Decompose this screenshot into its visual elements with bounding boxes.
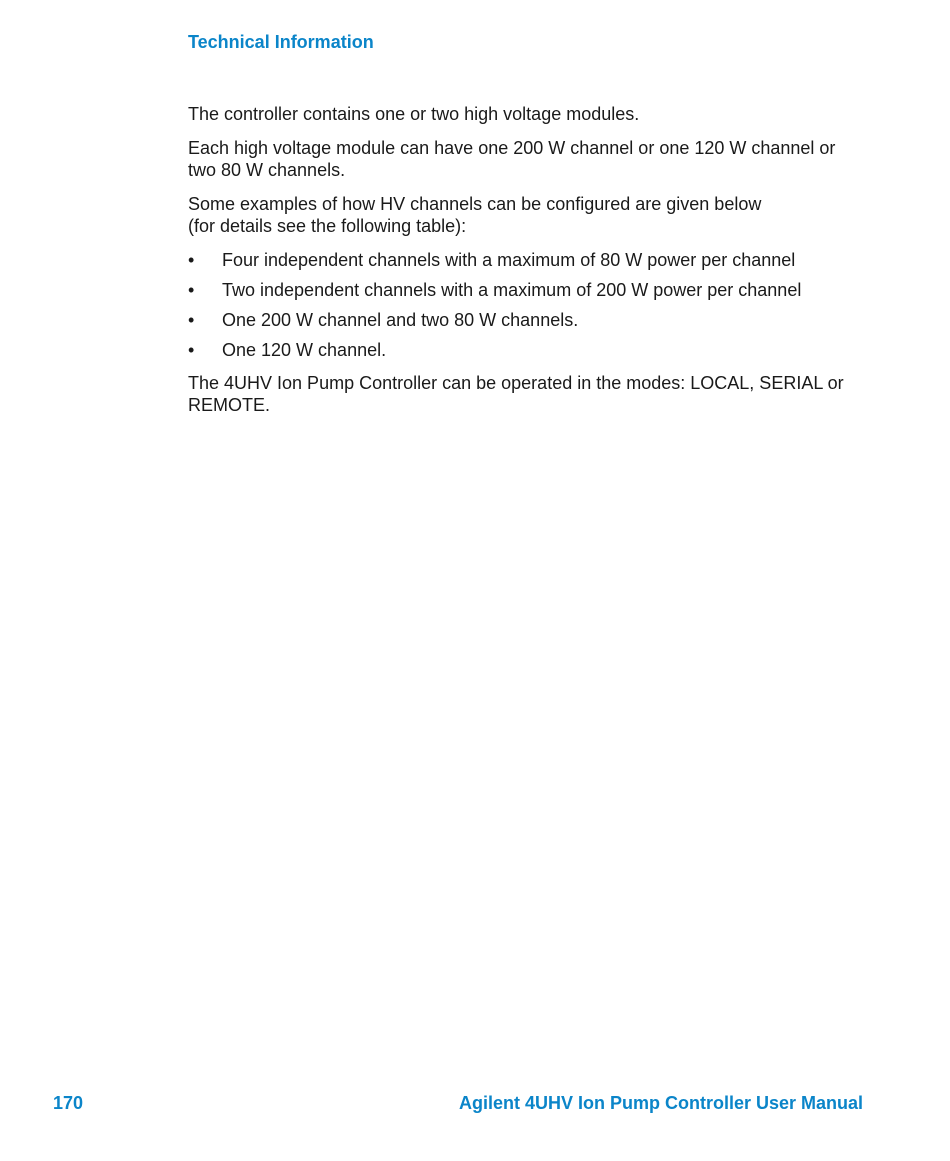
- paragraph-module-channels-line2: two 80 W channels.: [188, 160, 346, 180]
- bullet-icon: •: [188, 250, 195, 270]
- paragraph-modes-line1: The 4UHV Ion Pump Controller can be operated in the modes: LOCAL, SERIAL or: [188, 373, 844, 393]
- list-item: [188, 339, 868, 361]
- list-item: [188, 309, 868, 331]
- bullet-icon: •: [188, 310, 195, 330]
- paragraph-module-channels-line1: Each high voltage module can have one 200 W channel or one 120 W channel or: [188, 138, 836, 158]
- list-item: [188, 279, 868, 301]
- page-content: [188, 103, 868, 428]
- bullet-icon: •: [188, 280, 195, 300]
- paragraph-intro: The controller contains one or two high voltage modules.: [188, 104, 640, 124]
- paragraph-examples: [188, 193, 868, 237]
- list-item-text: One 200 W channel and two 80 W channels.: [222, 310, 579, 330]
- manual-title: Agilent 4UHV Ion Pump Controller User Manual: [458, 1093, 863, 1113]
- paragraph-examples-line2: (for details see the following table):: [188, 216, 467, 236]
- paragraph-examples-line1: Some examples of how HV channels can be configured are given below: [188, 194, 762, 214]
- section-title: Technical Information: [188, 32, 374, 52]
- list-item-text: Two independent channels with a maximum of 200 W power per channel: [222, 280, 802, 300]
- paragraph-modes-line2: REMOTE.: [188, 395, 271, 415]
- page-number: 170: [53, 1093, 84, 1113]
- configuration-list: [188, 249, 868, 361]
- list-item-text: Four independent channels with a maximum of 80 W power per channel: [222, 250, 796, 270]
- list-item-text: One 120 W channel.: [222, 340, 387, 360]
- paragraph-modes: [188, 372, 868, 416]
- paragraph-module-channels: [188, 137, 868, 181]
- list-item: [188, 249, 868, 271]
- bullet-icon: •: [188, 340, 195, 360]
